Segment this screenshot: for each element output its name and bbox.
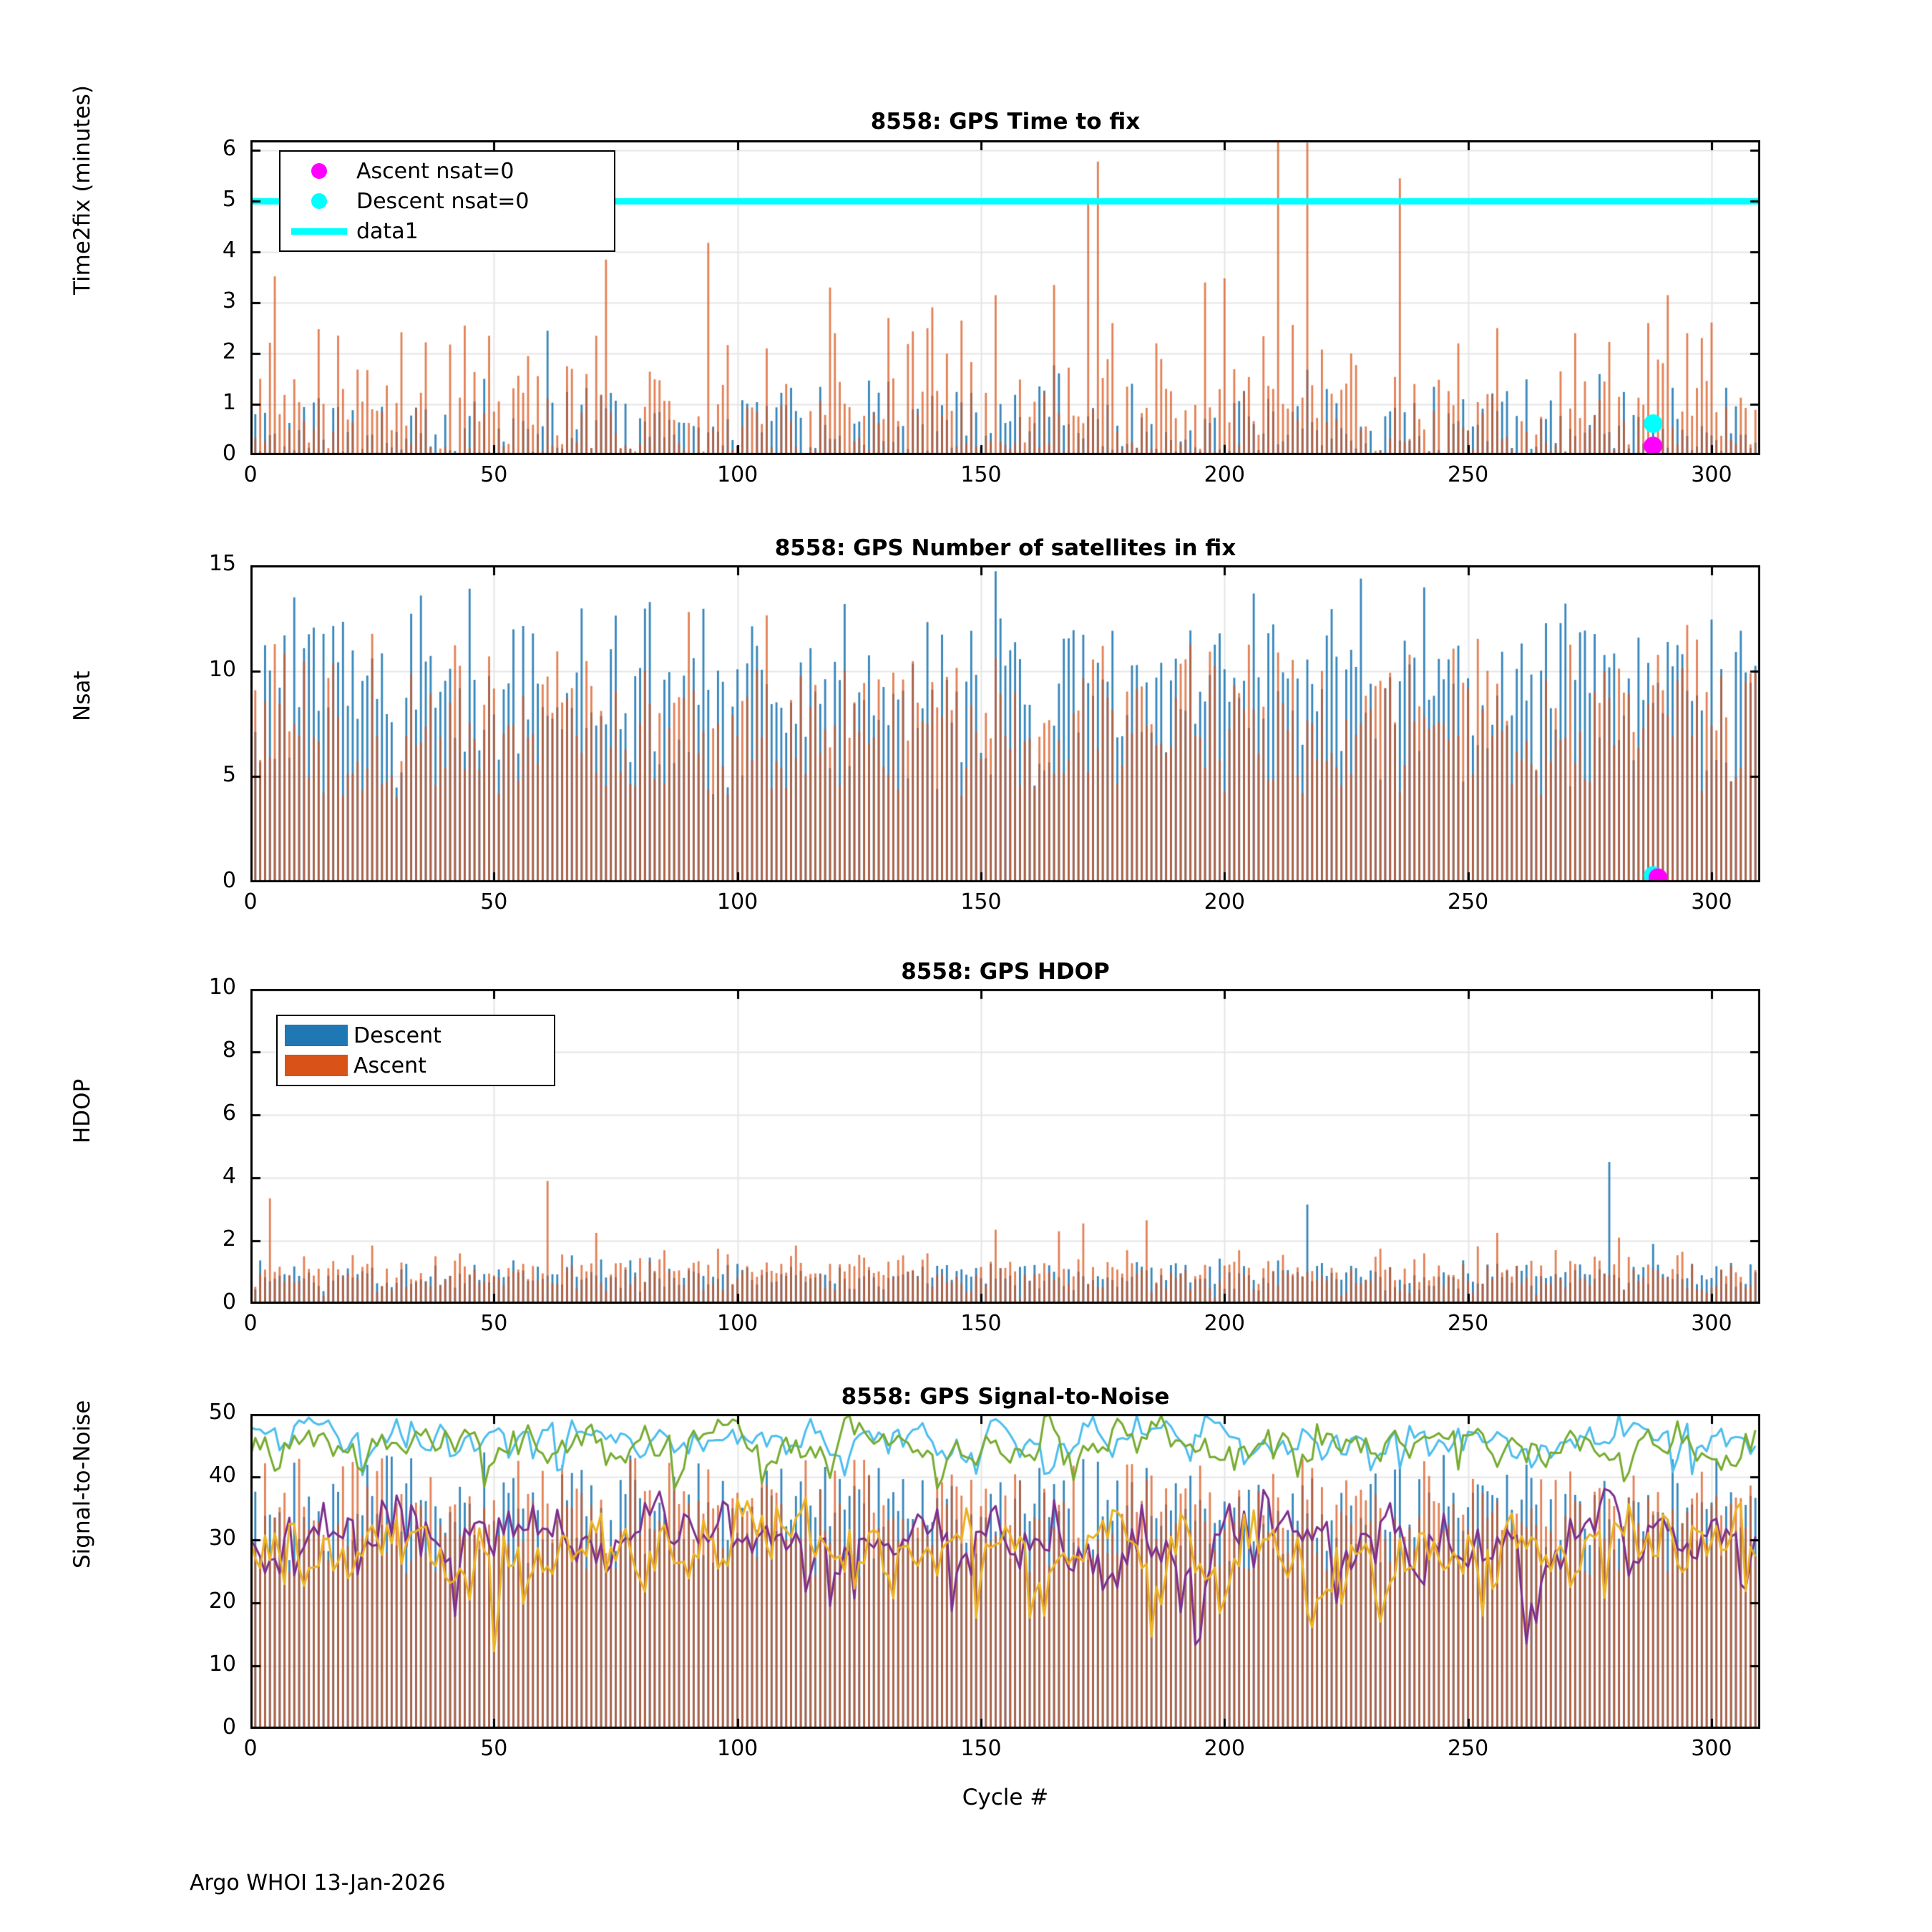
legend-item-descent: [285, 1020, 547, 1050]
x-tick-label: 0: [243, 1736, 258, 1761]
y-tick-label: 5: [222, 187, 236, 213]
y-tick-label: 30: [208, 1526, 236, 1551]
x-tick-label: 300: [1691, 1311, 1732, 1336]
y-tick-label: 2: [222, 339, 236, 365]
y-tick-label: 10: [208, 1652, 236, 1677]
legend-label-ascent: Ascent: [353, 1053, 426, 1078]
figure-footer-credit: Argo WHOI 13-Jan-2026: [190, 1870, 446, 1896]
y-tick-label: 4: [222, 1163, 236, 1189]
y-tick-label: 6: [222, 136, 236, 162]
y-tick-label: 6: [222, 1101, 236, 1126]
x-tick-label: 0: [243, 462, 258, 487]
x-axis-label-cycle: Cycle #: [962, 1785, 1049, 1810]
panel-number-of-satellites: 8558: GPS Number of satellites in fix Nsat: [250, 565, 1760, 882]
legend-label-descent: Descent: [353, 1023, 441, 1048]
panel-title-hdop: 8558: GPS HDOP: [901, 959, 1110, 985]
y-tick-label: 20: [208, 1589, 236, 1614]
x-tick-label: 150: [960, 1311, 1002, 1336]
descent-swatch-icon: [285, 1025, 348, 1046]
cyan-dot-icon: [288, 193, 351, 209]
y-tick-label: 10: [208, 656, 236, 682]
x-tick-label: 100: [717, 462, 758, 487]
x-tick-label: 250: [1447, 1311, 1489, 1336]
legend-label-data1: data1: [356, 218, 419, 244]
y-tick-label: 3: [222, 288, 236, 314]
y-tick-label: 2: [222, 1226, 236, 1252]
legend-time-to-fix: [279, 150, 615, 252]
legend-item-descent-nsat0: [288, 186, 607, 216]
x-tick-label: 200: [1204, 1736, 1245, 1761]
panel-title-nsat: 8558: GPS Number of satellites in fix: [774, 535, 1236, 561]
x-tick-label: 200: [1204, 1311, 1245, 1336]
y-tick-label: 40: [208, 1463, 236, 1488]
x-tick-label: 250: [1447, 462, 1489, 487]
y-tick-label: 1: [222, 390, 236, 416]
legend-item-ascent: [285, 1050, 547, 1080]
y-tick-label: 0: [222, 1289, 236, 1314]
cyan-line-icon: [288, 228, 351, 235]
y-tick-label: 0: [222, 441, 236, 466]
panel-title-snr: 8558: GPS Signal-to-Noise: [841, 1384, 1170, 1410]
y-tick-label: 4: [222, 238, 236, 263]
y-tick-label: 0: [222, 1714, 236, 1740]
x-tick-label: 300: [1691, 889, 1732, 914]
x-tick-label: 0: [243, 889, 258, 914]
x-tick-label: 50: [480, 1736, 508, 1761]
plot-area-snr: [250, 1414, 1760, 1729]
legend-hdop: [276, 1015, 555, 1086]
panel-hdop: 8558: GPS HDOP HDOP Descent Ascent: [250, 989, 1760, 1304]
y-tick-label: 10: [208, 975, 236, 1000]
x-tick-label: 200: [1204, 462, 1245, 487]
x-tick-label: 100: [717, 889, 758, 914]
y-tick-label: 5: [222, 762, 236, 788]
panel-title-time-to-fix: 8558: GPS Time to fix: [870, 109, 1141, 135]
x-tick-label: 200: [1204, 889, 1245, 914]
y-tick-label: 50: [208, 1400, 236, 1425]
y-tick-label: 8: [222, 1038, 236, 1063]
x-tick-label: 150: [960, 1736, 1002, 1761]
x-tick-label: 100: [717, 1736, 758, 1761]
x-tick-label: 300: [1691, 462, 1732, 487]
x-tick-label: 250: [1447, 889, 1489, 914]
x-tick-label: 0: [243, 1311, 258, 1336]
legend-item-ascent-nsat0: [288, 156, 607, 186]
plot-area-nsat: [250, 565, 1760, 882]
legend-item-data1: [288, 216, 607, 246]
x-tick-label: 150: [960, 462, 1002, 487]
x-tick-label: 100: [717, 1311, 758, 1336]
x-tick-label: 50: [480, 889, 508, 914]
panel-signal-to-noise: 8558: GPS Signal-to-Noise Signal-to-Noise Cycle #: [250, 1414, 1760, 1729]
x-tick-label: 50: [480, 1311, 508, 1336]
y-tick-label: 0: [222, 868, 236, 893]
magenta-dot-icon: [288, 163, 351, 179]
y-tick-label: 15: [208, 551, 236, 576]
legend-label-ascent-nsat0: Ascent nsat=0: [356, 158, 514, 184]
ascent-swatch-icon: [285, 1055, 348, 1076]
panel-time-to-fix: 8558: GPS Time to fix Time2fix (minutes) Ascent nsat=0 Descent nsat=0 data1: [250, 140, 1760, 455]
legend-label-descent-nsat0: Descent nsat=0: [356, 188, 530, 214]
x-tick-label: 50: [480, 462, 508, 487]
x-tick-label: 250: [1447, 1736, 1489, 1761]
x-tick-label: 300: [1691, 1736, 1732, 1761]
x-tick-label: 150: [960, 889, 1002, 914]
